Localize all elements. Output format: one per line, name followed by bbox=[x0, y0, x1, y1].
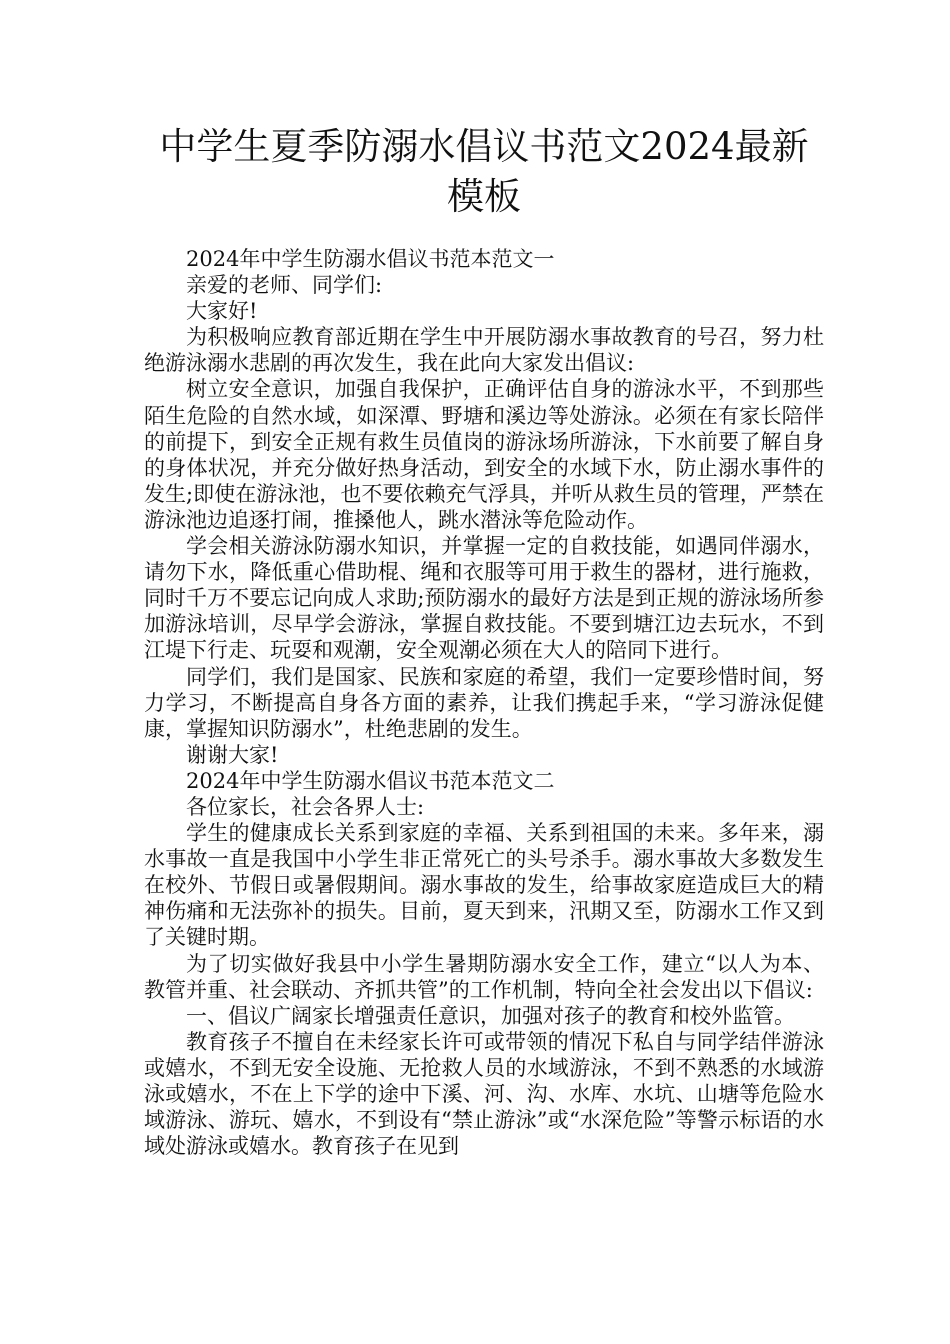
paragraph: 学生的健康成长关系到家庭的幸福、关系到祖国的未来。多年来，溺水事故一直是我国中小学生非正常死亡的头号杀手。溺水事故大多数发生在校外、节假日或暑假期间。溺水事故的发生，给事故家庭造成巨大的精神伤痛和无法弥补的损失。目前，夏天到来，汛期又至，防溺水工作又到了关键时期。 bbox=[144, 821, 824, 950]
document-title: 中学生夏季防溺水倡议书范文2024最新模板 bbox=[159, 125, 809, 218]
salutation: 亲爱的老师、同学们: bbox=[186, 273, 383, 298]
section-heading: 2024年中学生防溺水倡议书范本范文一 bbox=[186, 247, 555, 271]
greeting: 大家好! bbox=[186, 299, 258, 324]
salutation: 各位家长，社会各界人士: bbox=[186, 794, 425, 819]
paragraph: 一、倡议广阔家长增强责任意识，加强对孩子的教育和校外监管。 bbox=[186, 1003, 795, 1028]
section-heading: 2024年中学生防溺水倡议书范本范文二 bbox=[186, 768, 555, 793]
paragraph: 树立安全意识，加强自我保护，正确评估自身的游泳水平，不到那些陌生危险的自然水域，如深潭、野塘和溪边等处游泳。必须在有家长陪伴的前提下，到安全正规有救生员值岗的游泳场所游泳，下水前要了解自身的身体状况，并充分做好热身活动，到安全的水域下水，防止溺水事件的发生;即使在游泳池，也不要依赖充气浮具，并听从救生员的管理，严禁在游泳池边追逐打闹，推搡他人，跳水潜泳等危险动作。 bbox=[144, 377, 824, 532]
paragraph: 为了切实做好我县中小学生暑期防溺水安全工作，建立“以人为本、教管并重、社会联动、齐抓共管”的工作机制，特向全社会发出以下倡议: bbox=[144, 951, 824, 1002]
document-page bbox=[144, 122, 824, 1159]
paragraph: 教育孩子不擅自在未经家长许可或带领的情况下私自与同学结伴游泳或嬉水，不到无安全设施、无抢救人员的水域游泳，不到不熟悉的水域游泳或嬉水，不在上下学的途中下溪、河、沟、水库、水坑、山塘等危险水域游泳、游玩、嬉水，不到设有“禁止游泳”或“水深危险”等警示标语的水域处游泳或嬉水。教育孩子在见到 bbox=[144, 1029, 824, 1159]
paragraph: 学会相关游泳防溺水知识，并掌握一定的自救技能，如遇同伴溺水，请勿下水，降低重心借助棍、绳和衣服等可用于救生的器材，进行施救，同时千万不要忘记向成人求助;预防溺水的最好方法是到正规的游泳场所参加游泳培训，尽早学会游泳，掌握自救技能。不要到塘江边去玩水，不到江堤下行走、玩耍和观潮，安全观潮必须在大人的陪同下进行。 bbox=[144, 534, 824, 663]
closing: 谢谢大家! bbox=[186, 742, 279, 767]
paragraph: 为积极响应教育部近期在学生中开展防溺水事故教育的号召，努力杜绝游泳溺水悲剧的再次发生，我在此向大家发出倡议: bbox=[144, 325, 824, 376]
document-body bbox=[144, 246, 824, 1159]
paragraph: 同学们，我们是国家、民族和家庭的希望，我们一定要珍惜时间，努力学习，不断提高自身各方面的素养，让我们携起手来，“学习游泳促健康，掌握知识防溺水”，杜绝悲剧的发生。 bbox=[144, 664, 824, 741]
